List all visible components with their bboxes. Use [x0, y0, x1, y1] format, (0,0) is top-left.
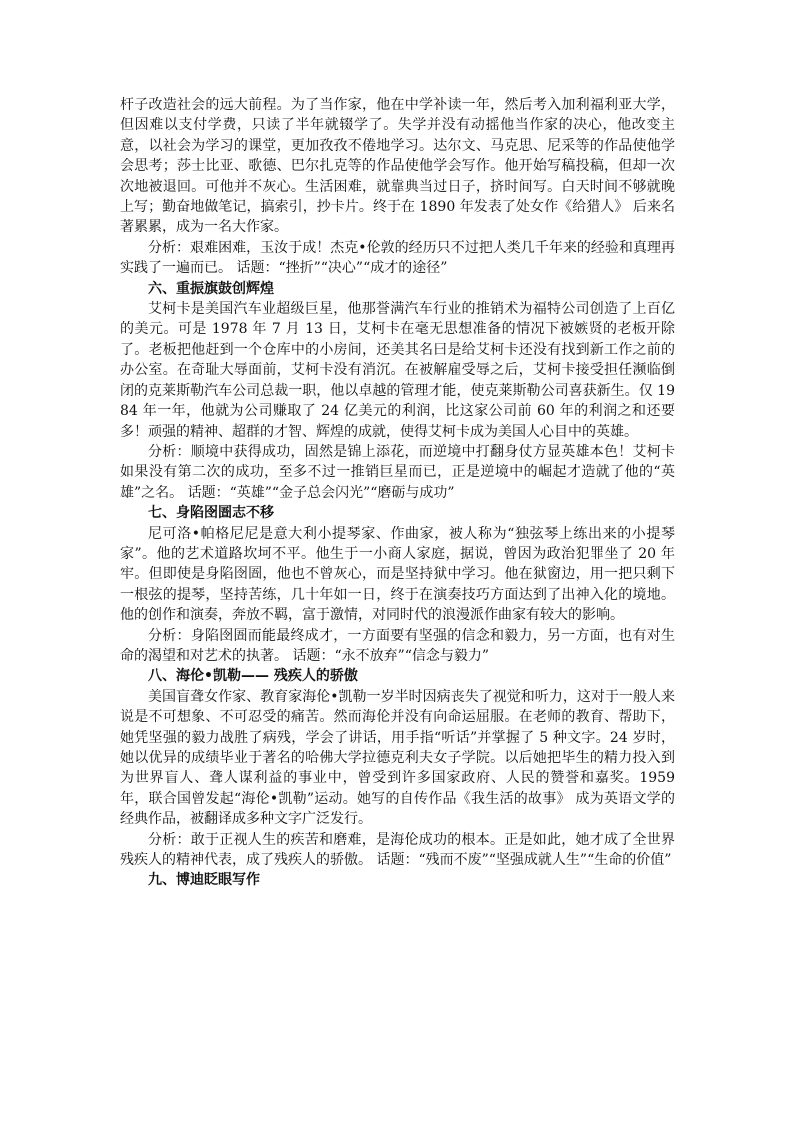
- paragraph-jack-london-analysis: 分析：艰难困难，玉汝于成！杰克•伦敦的经历只不过把人类几千年来的经验和真理再实践了一遍而已。 话题：“挫折”“决心”“成才的途径”: [120, 239, 675, 277]
- paragraph-iacocca-story: 艾柯卡是美国汽车业超级巨星，他那誉满汽车行业的推销术为福特公司创造了上百亿的美元。可是 1978 年 7 月 13 日，艾柯卡在毫无思想准备的情况下被嫉贤的老板开除了。老板把他赶到一个仓库中的小房间，还美其名曰是给艾柯卡还没有找到新工作之前的办公室。在奇耻大辱面前，艾柯卡没有消沉。在被解雇受辱之后，艾柯卡接受担任濒临倒闭的克莱斯勒汽车公司总裁一职，他以卓越的管理才能，使克莱斯勒公司喜获新生。仅 1984 年一年，他就为公司赚取了 24 亿美元的利润，比这家公司前 60 年的利润之和还要多！顽强的精神、超群的才智、辉煌的成就，使得艾柯卡成为美国人心目中的英雄。: [120, 301, 675, 440]
- paragraph-helen-keller-analysis: 分析：敢于正视人生的疾苦和磨难，是海伦成功的根本。正是如此，她才成了全世界残疾人的精神代表，成了残疾人的骄傲。 话题：“残而不废”“坚强成就人生”“生命的价值”: [120, 831, 675, 869]
- paragraph-paganini-analysis: 分析：身陷囹圄而能最终成才，一方面要有坚强的信念和毅力，另一方面，也有对生命的渴望和对艺术的执著。 话题：“永不放弃”“信念与毅力”: [120, 627, 675, 664]
- section-heading-8: 八、海伦•凯勒—— 残疾人的骄傲: [148, 668, 358, 685]
- paragraph-jack-london-story: 杆子改造社会的远大前程。为了当作家，他在中学补读一年，然后考入加利福利亚大学，但因难以支付学费，只读了半年就辍学了。失学并没有动摇他当作家的决心，他改变主意，以社会为学习的课堂，更加孜孜不倦地学习。达尔文、马克思、尼采等的作品使他学会思考；莎士比亚、歌德、巴尔扎克等的作品使他学会写作。他开始写稿投稿，但却一次次地被退回。可他并不灰心。生活困难，就靠典当过日子，挤时间写。白天时间不够就晚上写；勤奋地做笔记，搞索引，抄卡片。终于在 1890 年发表了处女作《给猎人》 后来名著累累，成为一名大作家。: [120, 97, 675, 236]
- section-heading-7: 七、身陷囹圄志不移: [148, 505, 274, 522]
- paragraph-iacocca-analysis: 分析：顺境中获得成功，固然是锦上添花，而逆境中打翻身仗方显英雄本色！艾柯卡如果没有第二次的成功，至多不过一推销巨星而已，正是逆境中的崛起才造就了他的“英雄”之名。 话题：“英雄”“金子总会闪光”“磨砺与成功”: [120, 443, 675, 501]
- paragraph-helen-keller-story: 美国盲聋女作家、教育家海伦•凯勒一岁半时因病丧失了视觉和听力，这对于一般人来说是不可想象、不可忍受的痛苦。然而海伦并没有向命运屈服。在老师的教育、帮助下，她凭坚强的毅力战胜了病残，学会了讲话，用手指“听话”并掌握了 5 种文字。24 岁时，她以优异的成绩毕业于著名的哈佛大学拉德克利夫女子学院。以后她把毕生的精力投入到为世界盲人、聋人谋利益的事业中，曾受到许多国家政府、人民的赞誉和嘉奖。1959 年，联合国曾发起“海伦•凯勒”运动。她写的自传作品《我生活的故事》 成为英语文学的经典作品，被翻译成多种文字广泛发行。: [120, 688, 675, 828]
- paragraph-paganini-story: 尼可洛•帕格尼尼是意大利小提琴家、作曲家，被人称为“独弦琴上练出来的小提琴家”。他的艺术道路坎坷不平。他生于一小商人家庭，据说，曾因为政治犯罪坐了 20 年牢。但即使是身陷囹圄，他也不曾灰心，而是坚持狱中学习。他在狱窗边，用一把只剩下一根弦的提琴，坚持苦练，几十年如一日，终于在演奏技巧方面达到了出神入化的境地。他的创作和演奏，奔放不羁，富于激情，对同时代的浪漫派作曲家有较大的影响。: [120, 525, 675, 624]
- section-heading-6: 六、重振旗鼓创辉煌: [148, 280, 274, 297]
- document-page: [120, 95, 675, 891]
- section-heading-9: 九、博迪眨眼写作: [148, 872, 260, 889]
